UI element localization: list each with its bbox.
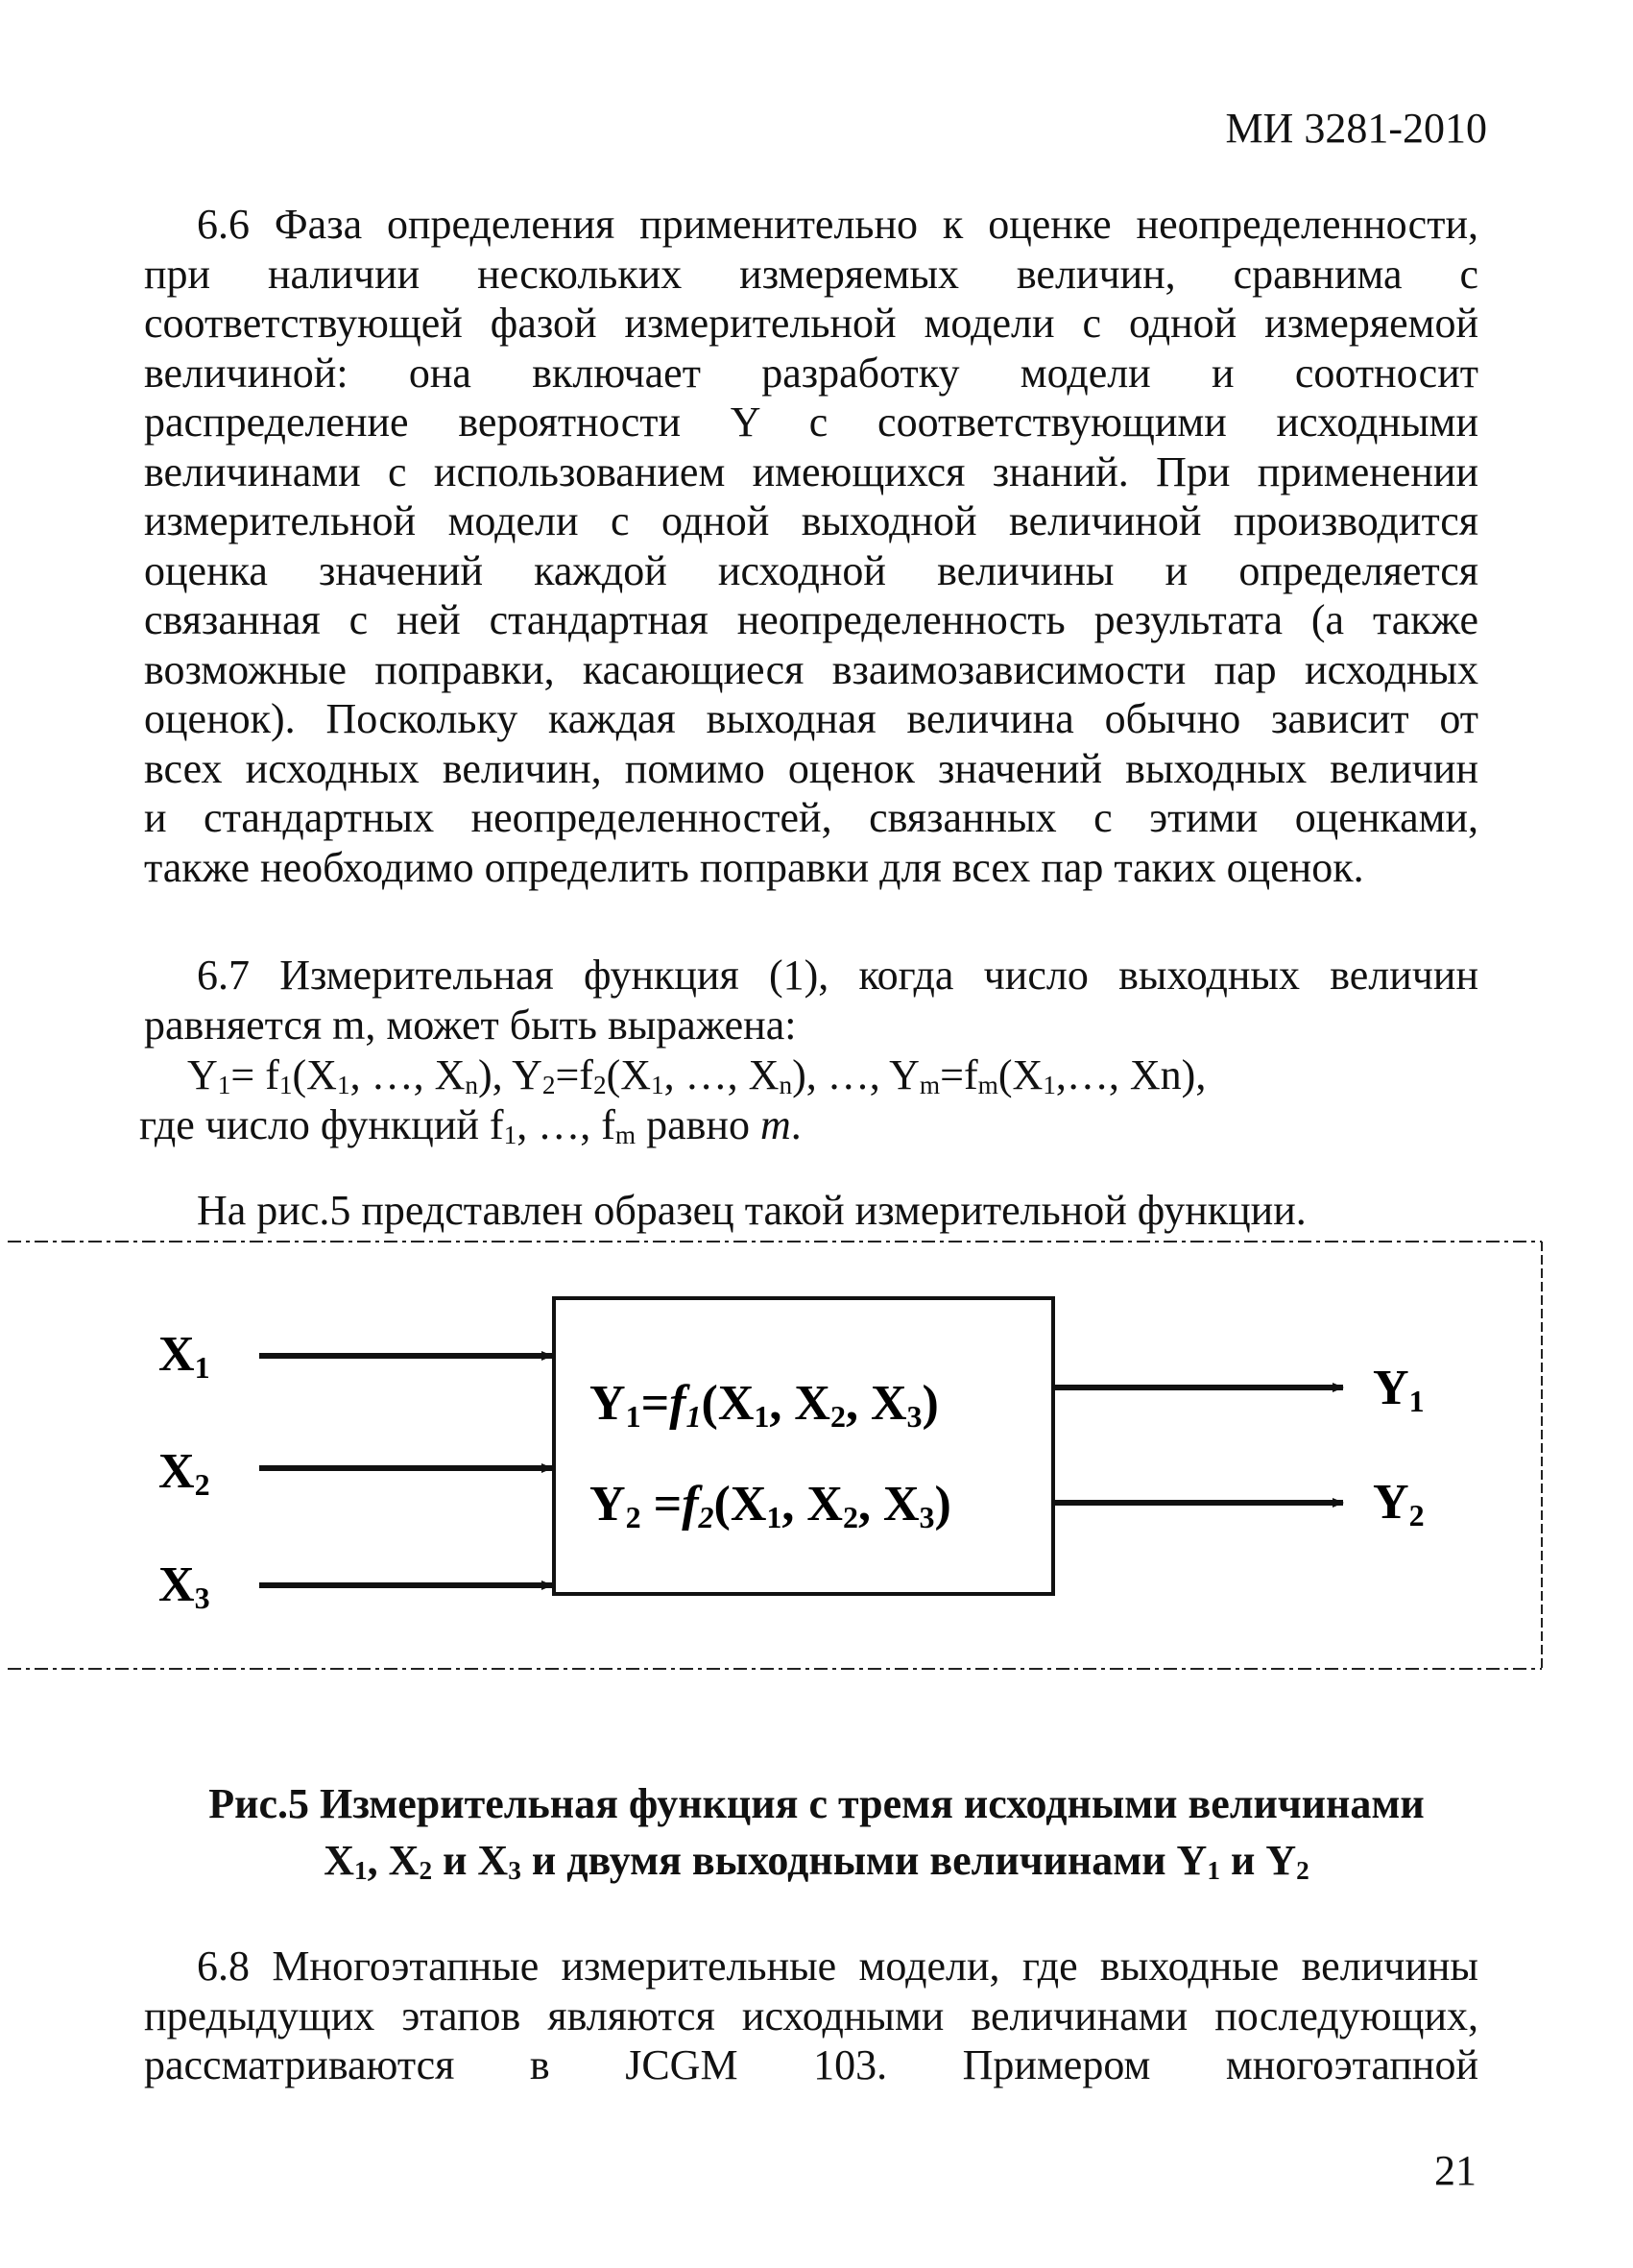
equation-y1: Y1=f1(X1, X2, X3)	[589, 1376, 939, 1434]
text-line: возможные поправки, касающиеся взаимозависимости пар исходных	[144, 645, 1478, 693]
text-line: оценок). Поскольку каждая выходная величина обычно зависит от	[144, 695, 1478, 742]
text-line: величиной: она включает разработку модели и соотносит	[144, 349, 1478, 397]
input-label-x2: X2	[158, 1444, 210, 1502]
function-block	[554, 1298, 1053, 1594]
text-line: 6.6 Фаза определения применительно к оценке неопределенности,	[197, 201, 1478, 248]
text-line: оценка значений каждой исходной величины и определяется	[144, 546, 1478, 594]
text-line: величинами с использованием имеющихся знаний. При применении	[144, 447, 1478, 495]
figure-caption-line-2: $X_1$, $X_2$ и $X_3$ и двумя выходными величинами $Y_1$ и $Y_2$	[324, 1837, 1309, 1885]
text-line: соответствующей фазой измерительной модели с одной измеряемой	[144, 300, 1478, 347]
paragraph-6-7	[144, 951, 1478, 1050]
output-label-y2: Y2	[1373, 1475, 1425, 1532]
input-label-x3: X3	[158, 1557, 210, 1615]
equation-y2: Y2 =f2(X1, X2, X3)	[589, 1477, 951, 1534]
text-line: распределение вероятности Y с соответствующими исходными	[144, 398, 1478, 446]
paragraph-6-6	[144, 200, 1478, 892]
document-code: МИ 3281-2010	[1225, 105, 1487, 152]
text-line: предыдущих этапов являются исходными величинами последующих,	[144, 1991, 1478, 2039]
output-label-y1: Y1	[1373, 1361, 1425, 1418]
functions-count-note: где число функций $f_1$, …, $f_m$ равно m.	[139, 1101, 802, 1149]
paragraph-6-8	[144, 1942, 1478, 2090]
text-line: связанная с ней стандартная неопределенность результата (а также	[144, 596, 1478, 643]
text-line: 6.8 Многоэтапные измерительные модели, где выходные величины	[197, 1942, 1478, 1990]
text-line: при наличии нескольких измеряемых величин, сравнима с	[144, 250, 1478, 298]
measurement-function-diagram	[8, 1239, 1549, 1674]
text-line: измерительной модели с одной выходной величиной производится	[144, 497, 1478, 544]
figure-intro: На рис.5 представлен образец такой измерительной функции.	[197, 1187, 1307, 1234]
text-line: 6.7 Измерительная функция (1), когда число выходных величин	[197, 952, 1478, 999]
page-number: 21	[1434, 2147, 1477, 2194]
text-line: также необходимо определить поправки для всех пар таких оценок.	[144, 843, 1364, 891]
figure-caption-line-1: Рис.5 Измерительная функция с тремя исходными величинами	[208, 1780, 1425, 1827]
measurement-functions-formula: $Y_1= f_1(X_1$, …, $X_n$), $Y_2=f_2(X_1$, …, $X_n$), …, $Y_m=f_m(X_1,\dots$, Xn),	[187, 1051, 1207, 1099]
text-line: рассматриваются в JCGM 103. Примером многоэтапной	[144, 2041, 1478, 2088]
text-line: равняется m, может быть выражена:	[144, 1001, 797, 1049]
text-line: всех исходных величин, помимо оценок значений выходных величин	[144, 744, 1478, 792]
text-line: и стандартных неопределенностей, связанных с этими оценками,	[144, 794, 1478, 841]
input-label-x1: X1	[158, 1327, 210, 1385]
